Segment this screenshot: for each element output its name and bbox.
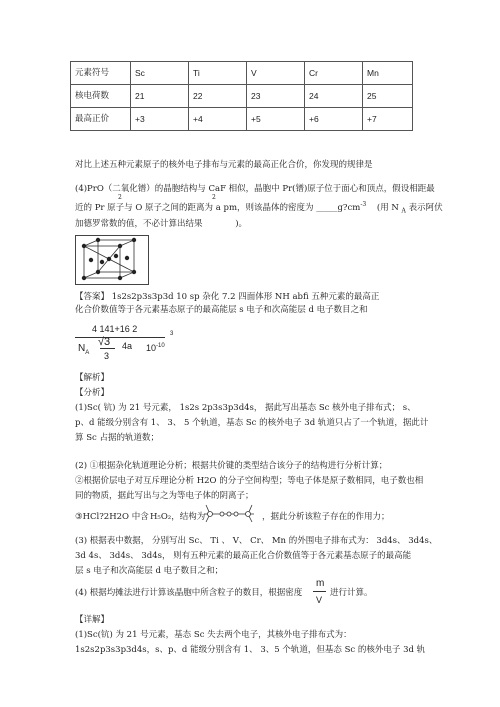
crystal-cell-icon	[76, 236, 148, 284]
cube-exponent: 3	[170, 331, 174, 337]
table-cell: V	[247, 62, 305, 85]
table-cell: 25	[363, 85, 413, 108]
na-subscript: A	[85, 350, 90, 356]
analysis-p4-line-1: (4) 根据均摊法进行计算该晶胞中所含粒子的数目，根据密度	[75, 588, 303, 598]
crystal-cell-image	[75, 235, 149, 285]
analysis-p1-line-3: 算 Sc 占据的轨道数；	[75, 433, 159, 443]
line-text: 加德罗常数的值，不必计算出结果	[75, 219, 203, 229]
analysis-p2-line-4c: ，据此分析该粒子存在的作用力；	[262, 512, 390, 522]
superscript: -3	[360, 201, 367, 208]
table-cell: +5	[247, 108, 305, 131]
table-cell: +3	[131, 108, 189, 131]
table-cell: 21	[131, 85, 189, 108]
fraction-bar	[75, 337, 165, 338]
table-cell: Mn	[363, 62, 413, 85]
detail-line-1: (1)Sc(钪) 为 21 号元素，基态 Sc 失去两个电子，其核外电子排布式为：	[75, 630, 352, 640]
table-cell: Ti	[189, 62, 247, 85]
density-fraction-bar	[313, 591, 326, 592]
subscript: 2	[118, 194, 122, 201]
h5o2-structure-icon	[200, 502, 258, 524]
analysis-p3-line-2: 3d 4s、 3d4s、 3d4s， 则有五种元素的最高正化合价数值等于各元素基态原子的最高能	[75, 551, 412, 561]
analysis-heading: 【解析】	[75, 373, 110, 383]
density-m: m	[316, 578, 325, 589]
inner-fraction-bar	[100, 348, 115, 349]
analysis-p1-line-1: (1)Sc( 钪) 为 21 号元素， 1s2s 2p3s3p3d4s， 据此写出基态 Sc 核外电子排布式； s、	[75, 403, 416, 413]
detail-heading: 【详解】	[75, 615, 110, 625]
table-cell: 元素符号	[71, 62, 131, 85]
density-v: V	[316, 595, 323, 605]
table-cell: +4	[189, 108, 247, 131]
table-row	[71, 62, 413, 85]
table-cell: 核电荷数	[71, 85, 131, 108]
sqrt-symbol: √3	[98, 336, 111, 348]
line-text: (用 N	[376, 202, 399, 213]
subscript: 2	[212, 194, 216, 201]
table-row	[71, 85, 413, 108]
analysis-p3-line-3: 层 s 电子和次高能层 d 电子数目之和；	[75, 566, 224, 576]
question-3-text: 对比上述五种元素原子的核外电子排布与元素的最高正化合价，你发现的规律是	[75, 160, 373, 170]
answer-line-1: 【答案】 1s2s2p3s3p3d 10 sp 杂化 7.2 四面体形 NH abfi 五种元素的最高正	[75, 292, 380, 302]
analysis-p2-line-2: ②根据价层电子对互斥理论分析 H2O 的分子空间构型；等电子体是原子数相同，电子数也相	[75, 476, 424, 486]
question-4-line-3	[75, 219, 247, 229]
table-cell: Cr	[305, 62, 363, 85]
fenxi-heading: 【分析】	[75, 388, 110, 398]
table-cell: 最高正价	[71, 108, 131, 131]
fraction-numerator: 4 141+16 2	[92, 324, 138, 334]
analysis-p2-line-3: 同的物质，据此写出与之为等电子体的阴离子；	[75, 491, 254, 501]
four-a: 4a	[122, 341, 133, 351]
denominator-three: 3	[104, 351, 110, 361]
ten-power	[146, 343, 165, 354]
table-cell: 24	[305, 85, 363, 108]
table-cell: +7	[363, 108, 413, 131]
question-4-line-1: (4)PrO（二氧化镨）的晶胞结构与 CaF 相似，晶胞中 Pr(镨)原子位于面心和顶点，假设相距最	[75, 184, 435, 194]
analysis-p2-line-4a: ③HCl?2H2O 中含	[75, 512, 149, 522]
detail-line-2: 1s2s2p3s3p3d4s，s、p、d 能级分别含有 1、 3、5 个轨道，但基态 Sc 的核外电子 3d 轨	[75, 645, 426, 655]
table-cell: +6	[305, 108, 363, 131]
table-cell: 22	[189, 85, 247, 108]
question-4-line-2: 近的 Pr 原子与 O 原子之间的距离为 a pm，则该晶体的密度为 $\_\_\_\_\_g?cm^{-3}$ (用 N $_A$ 表示阿伏	[75, 201, 443, 215]
h5o2-structure-image	[200, 502, 258, 527]
analysis-p1-line-2: p、d 能级分别含有 1、 3、 5 个轨道，基态 Sc 的核外电子 3d 轨道只占了一个轨道，据此计	[75, 418, 429, 428]
analysis-p2-line-1: (2) ①根据杂化轨道理论分析；根据共价键的类型结合该分子的结构进行分析计算；	[75, 461, 388, 471]
exp-superscript: -10	[156, 343, 165, 349]
analysis-p2-line-4b: H₅O₂，结构为	[150, 512, 206, 522]
ten-text: 10	[146, 343, 157, 353]
avogadro-symbol	[78, 343, 89, 357]
table-row	[71, 108, 413, 131]
line-text: 近的 Pr 原子与 O 原子之间的距离为 a pm，则该晶体的密度为 _____g?cm	[75, 202, 361, 213]
element-table	[70, 61, 413, 131]
analysis-p4-line-1b: 进行计算。	[330, 588, 373, 598]
answer-line-2: 化合价数值等于各元素基态原子的最高能层 s 电子和次高能层 d 电子数目之和	[75, 305, 368, 315]
line-text: )。	[235, 219, 248, 229]
table-cell: 23	[247, 85, 305, 108]
analysis-p3-line-1: (3) 根据表中数据， 分别写出 Sc、 Ti 、 V、 Cr、 Mn 的外围电子排布式为： 3d4s、 3d4s、	[75, 536, 438, 546]
na-text: N	[78, 343, 86, 354]
table-cell: Sc	[131, 62, 189, 85]
line-text: 表示阿伏	[408, 202, 443, 213]
